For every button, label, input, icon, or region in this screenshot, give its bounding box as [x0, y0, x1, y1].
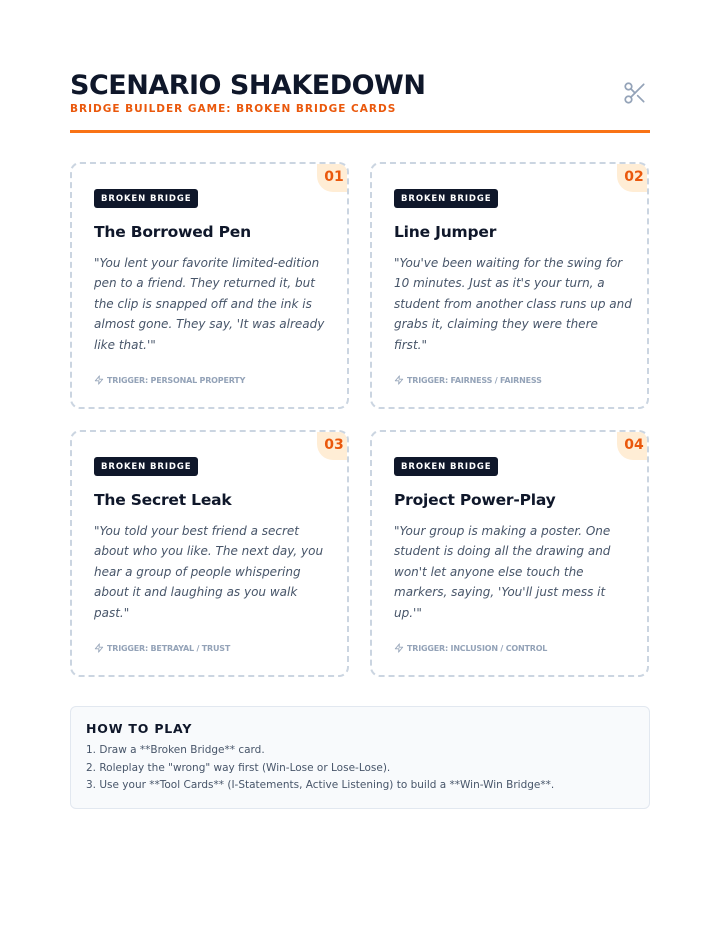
how-to-play-title: HOW TO PLAY — [86, 721, 193, 736]
card-number: 02 — [617, 162, 649, 192]
card-quote: "You told your best friend a secret about who you like. The next day, you hear a group of people whispering about it and laughing as you walk past." — [94, 524, 324, 620]
trigger-label: TRIGGER: BETRAYAL / TRUST — [107, 643, 231, 653]
how-to-play-box — [70, 706, 650, 809]
scenario-card — [70, 430, 349, 677]
scenario-card — [370, 162, 649, 409]
card-title: Line Jumper — [394, 223, 497, 241]
card-number: 01 — [317, 162, 349, 192]
card-trigger — [394, 375, 542, 385]
card-quote: "You've been waiting for the swing for 10 minutes. Just as it's your turn, a student from another class runs up and grabs it, claiming they were there first." — [394, 256, 632, 352]
card-title: Project Power-Play — [394, 491, 556, 509]
card-number: 03 — [317, 430, 349, 460]
scenario-card — [70, 162, 349, 409]
card-trigger — [394, 643, 547, 653]
trigger-label: TRIGGER: FAIRNESS / FAIRNESS — [407, 375, 542, 385]
page-title: SCENARIO SHAKEDOWN — [70, 70, 426, 101]
lightning-icon — [94, 643, 104, 653]
card-badge: BROKEN BRIDGE — [394, 189, 498, 208]
card-badge: BROKEN BRIDGE — [94, 457, 198, 476]
card-title: The Secret Leak — [94, 491, 232, 509]
card-badge: BROKEN BRIDGE — [394, 457, 498, 476]
lightning-icon — [394, 375, 404, 385]
page-subtitle: BRIDGE BUILDER GAME: BROKEN BRIDGE CARDS — [70, 103, 397, 115]
page-header — [70, 70, 650, 134]
how-to-play-step: 3. Use your **Tool Cards** (I-Statements, Active Listening) to build a **Win-Win Bridge**. — [86, 779, 555, 791]
how-to-play-step: 2. Roleplay the "wrong" way first (Win-Lose or Lose-Lose). — [86, 761, 391, 774]
lightning-icon — [94, 375, 104, 385]
card-trigger — [94, 643, 230, 653]
trigger-label: TRIGGER: INCLUSION / CONTROL — [407, 643, 548, 653]
trigger-label: TRIGGER: PERSONAL PROPERTY — [107, 375, 246, 385]
header-divider — [70, 130, 650, 133]
lightning-icon — [394, 643, 404, 653]
card-number: 04 — [617, 430, 649, 460]
how-to-play-step: 1. Draw a **Broken Bridge** card. — [86, 744, 265, 756]
card-title: The Borrowed Pen — [94, 223, 251, 241]
card-quote: "You lent your favorite limited-edition pen to a friend. They returned it, but the clip is snapped off and the ink is almost gone. They say, 'It was already like that.'" — [94, 256, 325, 352]
scissors-icon — [622, 80, 648, 106]
card-quote: "Your group is making a poster. One student is doing all the drawing and won't let anyone else touch the markers, saying, 'You'll just mess it up.'" — [394, 524, 611, 620]
scenario-card — [370, 430, 649, 677]
card-badge: BROKEN BRIDGE — [94, 189, 198, 208]
card-trigger — [94, 375, 245, 385]
